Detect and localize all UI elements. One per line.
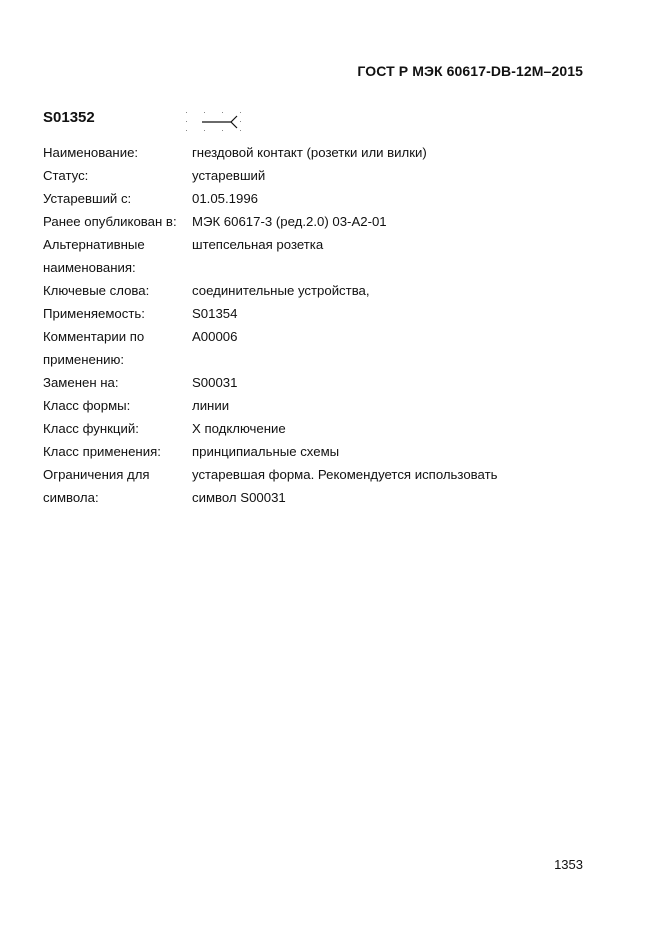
property-row (43, 463, 603, 486)
symbol-code: S01352 (43, 109, 95, 126)
property-value: символ S00031 (192, 490, 286, 505)
property-label: Альтернативные (43, 237, 145, 252)
property-row (43, 348, 603, 371)
property-value: X подключение (192, 421, 286, 436)
property-value: гнездовой контакт (розетки или вилки) (192, 145, 427, 160)
property-row (43, 417, 603, 440)
property-label: Наименование: (43, 145, 139, 160)
property-label: Ограничения для (43, 467, 150, 482)
property-label: Класс формы: (43, 398, 131, 413)
property-label: применению: (43, 352, 125, 367)
property-value: A00006 (192, 329, 238, 344)
property-label: Заменен на: (43, 375, 119, 390)
symbol-properties (43, 141, 603, 509)
property-row (43, 141, 603, 164)
property-label: Ранее опубликован в: (43, 214, 177, 229)
property-value: принципиальные схемы (192, 444, 340, 459)
property-label: Комментарии по (43, 329, 145, 344)
document-header: ГОСТ Р МЭК 60617-DB-12M–2015 (357, 63, 583, 79)
property-label: наименования: (43, 260, 136, 275)
symbol-socket-chevron (231, 116, 237, 128)
property-row (43, 371, 603, 394)
property-label: Применяемость: (43, 306, 145, 321)
property-value (192, 256, 603, 279)
property-row (43, 210, 603, 233)
property-row (43, 256, 603, 279)
property-row (43, 394, 603, 417)
property-row (43, 279, 603, 302)
property-value: устаревший (192, 168, 266, 183)
property-row (43, 325, 603, 348)
property-row (43, 302, 603, 325)
property-value: S01354 (192, 306, 238, 321)
property-row (43, 164, 603, 187)
property-label: Устаревший с: (43, 191, 132, 206)
property-row (43, 233, 603, 256)
property-value: S00031 (192, 375, 238, 390)
property-label: символа: (43, 490, 99, 505)
property-label: Класс функций: (43, 421, 139, 436)
property-row (43, 187, 603, 210)
property-label: Статус: (43, 168, 89, 183)
female-contact-symbol-icon (183, 112, 249, 136)
property-value: устаревшая форма. Рекомендуется использовать (192, 467, 498, 482)
property-label: Ключевые слова: (43, 283, 150, 298)
property-value: линии (192, 398, 230, 413)
property-value: соединительные устройства, (192, 283, 370, 298)
page-number: 1353 (554, 857, 583, 872)
property-value: штепсельная розетка (192, 237, 324, 252)
property-label: Класс применения: (43, 444, 161, 459)
property-value: 01.05.1996 (192, 191, 259, 206)
property-value (192, 348, 603, 371)
property-value: МЭК 60617-3 (ред.2.0) 03-А2-01 (192, 214, 387, 229)
property-row (43, 440, 603, 463)
property-row (43, 486, 603, 509)
